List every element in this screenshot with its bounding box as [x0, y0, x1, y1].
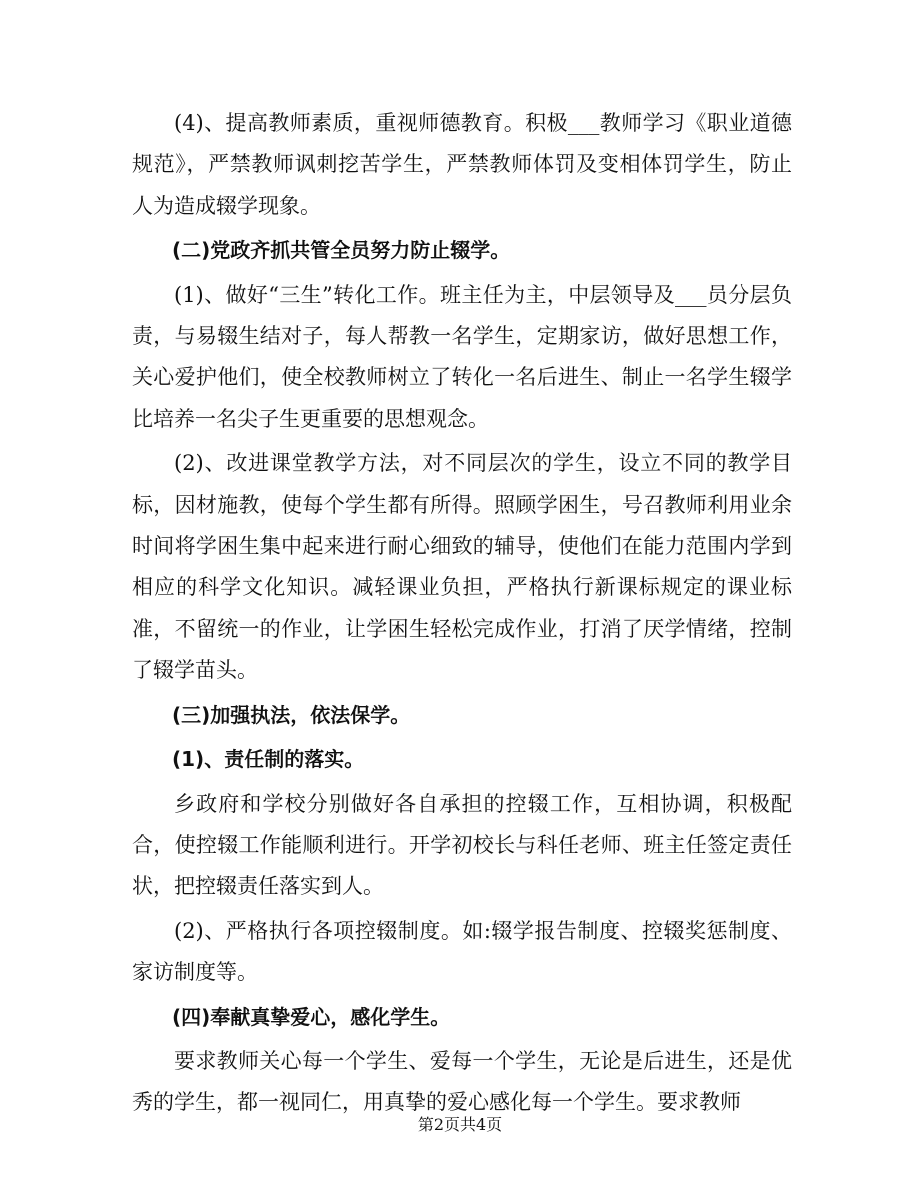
section-heading-3: (三)加强执法，依法保学。	[172, 702, 411, 727]
paragraph-2-control-systems: (2)、严格执行各项控辍制度。如:辍学报告制度、控辍奖惩制度、家访制度等。	[132, 918, 792, 985]
paragraph-2-teaching-methods: (2)、改进课堂教学方法，对不同层次的学生，设立不同的教学目标，因材施教，使每个学生都有所得。照顾学困生，号召教师利用业余时间将学困生集中起来进行耐心细致的辅导，使他们在能力范围内学到相应的科学文化知识。减轻课业负担，严格执行新课标规定的课业标准，不留统一的作业，让学困生轻松完成作业，打消了厌学情绪，控制了辍学苗头。	[132, 451, 792, 683]
subsection-heading-responsibility: (1)、责任制的落实。	[172, 747, 365, 772]
section-heading-2: (二)党政齐抓共管全员努力防止辍学。	[172, 238, 511, 263]
paragraph-1-three-students: (1)、做好“三生”转化工作。班主任为主，中层领导及___员分层负责，与易辍生结对子，每人帮教一名学生，定期家访，做好思想工作，关心爱护他们，使全校教师树立了转化一名后进生、制止一名学生辍学比培养一名尖子生更重要的思想观念。	[132, 282, 792, 431]
section-heading-4: (四)奉献真挚爱心，感化学生。	[172, 1004, 451, 1029]
document-body	[132, 103, 792, 1127]
page-number-footer: 第2页共4页	[417, 1115, 503, 1134]
paragraph-caring-teachers: 要求教师关心每一个学生、爱每一个学生，无论是后进生，还是优秀的学生，都一视同仁，用真挚的爱心感化每一个学生。要求教师	[132, 1048, 792, 1115]
paragraph-4-teacher-quality: (4)、提高教师素质，重视师德教育。积极___教师学习《职业道德规范》，严禁教师讽刺挖苦学生，严禁教师体罚及变相体罚学生，防止人为造成辍学现象。	[132, 111, 792, 218]
paragraph-responsibility: 乡政府和学校分别做好各自承担的控辍工作，互相协调，积极配合，使控辍工作能顺利进行。开学初校长与科任老师、班主任签定责任状，把控辍责任落实到人。	[132, 791, 792, 899]
